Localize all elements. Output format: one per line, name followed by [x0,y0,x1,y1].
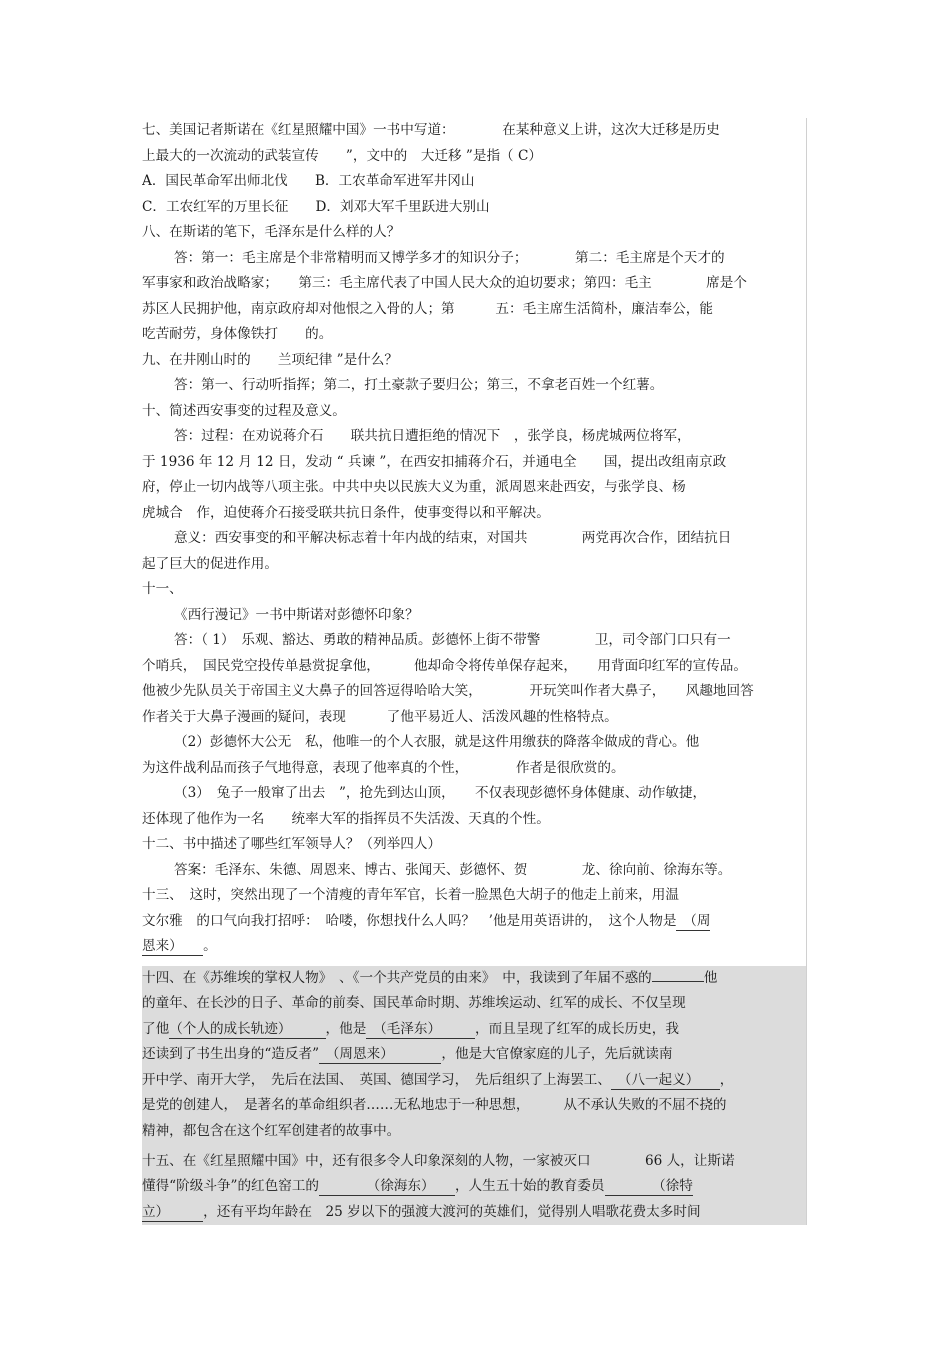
text-line: 答：第一、行动听指挥；第二，打土豪款子要归公；第三，不拿老百姓一个红薯。 [174,377,664,393]
q15-text-3b: ，还有平均年龄在 25 岁以下的强渡大渡河的英雄们，觉得别人唱歌花费太多时间 [203,1203,701,1220]
q15-answer-blank-2: （徐特 [604,1178,693,1195]
text-line: 七、美国记者斯诺在《红星照耀中国》一书中写道： 在某种意义上讲，这次大迁移是历史 [142,122,720,138]
text-line: 八、在斯诺的笔下，毛泽东是什么样的人？ [142,224,401,240]
q14-text-6: 是党的创建人， 是著名的革命组织者……无私地忠于一种思想， 从不承认失败的不屈不挠的 [142,1097,727,1114]
text-line: 军事家和政治战略家； 第三：毛主席代表了中国人民大众的迫切要求；第四：毛主 席是个 [142,275,747,291]
q14-answer-blank-1: （个人的成长轨迹） [169,1020,326,1037]
q14-text-2: 的童年、在长沙的日子、革命的前奏、国民革命时期、苏维埃运动、红军的成长、不仅呈现 [142,995,686,1012]
q15-answer-blank-1: （徐海东） [319,1178,455,1195]
text-line: 答：过程：在劝说蒋介石 联共抗日遭拒绝的情况下 ，张学良，杨虎城两位将军， [174,428,691,444]
text-line: 答案：毛泽东、朱德、周恩来、博古、张闻天、彭德怀、贺 龙、徐向前、徐海东等。 [174,861,732,878]
q14-text-1-tail: 他 [703,969,718,986]
q13-line-3 [142,934,806,960]
text-line: 苏区人民拥护他，南京政府却对他恨之入骨的人；第 五：毛主席生活简朴，廉洁奉公，能 [142,300,713,317]
text-line: 府，停止一切内战等八项主张。中共中央以民族大义为重，派周恩来赴西安，与张学良、杨 [142,479,686,495]
q15-line-1 [142,1149,806,1175]
q14-answer-blank-3: （周恩来） [319,1046,442,1063]
q14-line-2 [142,991,806,1017]
text-line: C．工农红军的万里长征 D．刘邓大军千里跃进大别山 [142,198,490,215]
q13-line-2 [142,909,806,935]
q13-text-1: 十三、 这时，突然出现了一个清瘦的青年军官，长着一脸黑色大胡子的他走上前来，用温 [142,887,679,903]
q14-text-7: 精神，都包含在这个红军创建者的故事中。 [142,1123,401,1140]
text-line: 十一、 [142,581,183,597]
q14-answer-blank-2: （毛泽东） [366,1020,476,1037]
text-line: （3） 兔子一般窜了出去 ”，抢先到达山顶， 不仅表现彭德怀身体健康、动作敏捷， [174,785,707,801]
q14-text-5a: 开中学、南开大学， 先后在法国、 英国、德国学习， 先后组织了上海罢工、 [142,1071,611,1088]
text-line: 还体现了他作为一名 统率大军的指挥员不失活泼、天真的个性。 [142,810,550,827]
upper-text-block [142,118,806,883]
q15-text-1: 十五、在《红星照耀中国》中，还有很多令人印象深刻的人物，一家被灭口 66 人，让斯诺 [142,1152,735,1169]
q14-text-1: 十四、在《苏维埃的掌权人物》 、《一个共产党员的由来》 中，我读到了年届不惑的 [142,969,652,986]
text-line: 吃苦耐劳，身体像铁打 的。 [142,326,333,342]
text-line: （2）彭德怀大公无 私，他唯一的个人衣服，就是这件用缴获的降落伞做成的背心。他 [174,734,700,750]
text-line: 十二、书中描述了哪些红军领导人？（列举四人） [142,836,442,852]
text-line: 于 1936 年 12 月 12 日，发动 “ 兵谏 ”，在西安扣捕蒋介石，并通电全 国，提出改组南京政 [142,453,727,470]
text-line: 起了巨大的促进作用。 [142,555,278,572]
text-line: 答：第一：毛主席是个非常精明而又博学多才的知识分子； 第二：毛主席是个天才的 [174,249,725,266]
q13-answer-blank: （周 [676,912,711,929]
q14-line-3 [142,1017,806,1043]
text-line: 为这件战利品而孩子气地得意，表现了他率真的个性， 作者是很欣赏的。 [142,759,625,776]
q14-text-4b: ，他是大官僚家庭的儿子，先后就读南 [441,1046,673,1063]
q13-text-3: 。 [203,938,217,954]
text-line: 虎城合 作，迫使蒋介石接受联共抗日条件，使事变得以和平解决。 [142,504,550,521]
q14-line-4 [142,1042,806,1068]
q13-answer-blank-cont: 恩来） [142,938,204,954]
text-line: 他被少先队员关于帝国主义大鼻子的回答逗得哈哈大笑， 开玩笑叫作者大鼻子， 风趣地回答 [142,683,754,699]
q14-text-3a: 了他 [142,1020,170,1037]
q14-line-1 [142,966,806,992]
q15-text-2b: ，人生五十始的教育委员 [454,1178,605,1195]
q14-text-3c: ，而且呈现了红军的成长历史，我 [475,1020,679,1037]
text-line: 作者关于大鼻子漫画的疑问，表现 了他平易近人、活泼风趣的性格特点。 [142,708,618,725]
q14-text-5b: ， [719,1071,734,1088]
q14-answer-blank-4: （八一起义） [610,1071,720,1088]
text-line: 意义：西安事变的和平解决标志着十年内战的结束，对国共 两党再次合作，团结抗日 [174,530,732,546]
q15-line-3 [142,1200,806,1226]
q13-line-1 [142,883,806,909]
text-line: 十、简述西安事变的过程及意义。 [142,402,346,419]
q14-text-4a: 还读到了书生出身的“造反者” [142,1046,320,1063]
q15-line-2 [142,1174,806,1200]
q14-line-5 [142,1068,806,1094]
highlighted-section [142,966,806,1226]
q14-text-3b: ，他是 [325,1020,367,1037]
text-line: 《西行漫记》一书中斯诺对彭德怀印象？ [174,606,419,623]
text-line: 答：（ 1） 乐观、豁达、勇敢的精神品质。彭德怀上街不带警 卫，司令部门口只有一 [174,632,731,648]
q15-text-2a: 懂得“阶级斗争”的红色窑工的 [142,1178,320,1195]
document-page [142,118,807,1225]
text-line: 上最大的一次流动的武装宣传 ”，文中的 大迁移 ”是指（ C） [142,147,542,164]
q13-text-2: 文尔雅 的口气向我打招呼： 哈喽，你想找什么人吗？ ’他是用英语讲的， 这个人物是 [142,912,677,929]
text-line: 个哨兵， 国民党空投传单悬赏捉拿他， 他却命令将传单保存起来， 用背面印红军的宣传品。 [142,657,747,674]
q14-blank-0 [652,981,704,982]
q14-line-6 [142,1093,806,1119]
text-line: 九、在井刚山时的 兰项纪律 ”是什么？ [142,351,398,368]
q14-line-7 [142,1119,806,1145]
text-line: A．国民革命军出师北伐 B．工农革命军进军井冈山 [142,173,475,189]
q15-answer-blank-2-cont: 立） [142,1203,204,1220]
